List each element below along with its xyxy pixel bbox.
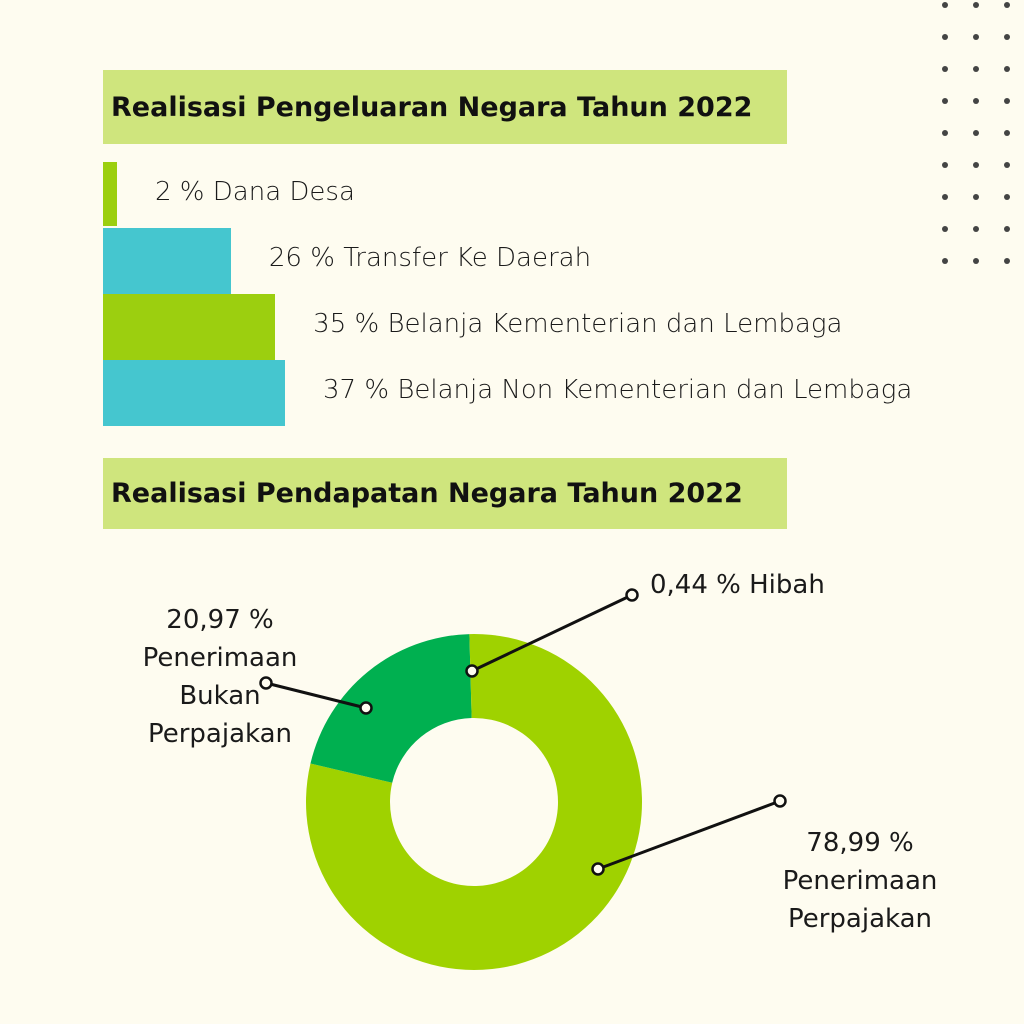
expenditure-bar-label: 37 % Belanja Non Kementerian dan Lembaga [323, 375, 913, 405]
leader-endpoint [467, 666, 478, 677]
donut-label-line: 78,99 % [806, 828, 914, 858]
donut-label-line: Penerimaan [782, 866, 938, 896]
leader-endpoint [775, 796, 786, 807]
donut-label-line: 20,97 % [166, 605, 274, 635]
donut-label-line: Perpajakan [147, 719, 293, 749]
donut-label-line: 0,44 % Hibah [650, 570, 825, 600]
leader-endpoint [593, 864, 604, 875]
expenditure-bar-label: 26 % Transfer Ke Daerah [268, 243, 592, 273]
donut-label-line: Bukan [179, 681, 261, 711]
revenue-chart-title: Realisasi Pendapatan Negara Tahun 2022 [103, 458, 787, 529]
donut-label-line: Penerimaan [142, 643, 298, 673]
leader-endpoint [361, 703, 372, 714]
expenditure-bar-label: 35 % Belanja Kementerian dan Lembaga [313, 309, 843, 339]
donut-slice-label [760, 824, 960, 938]
donut-slice-label [650, 566, 890, 604]
donut-slice [310, 634, 471, 783]
expenditure-bar-label: 2 % Dana Desa [155, 177, 355, 207]
donut-label-line: Perpajakan [787, 904, 933, 934]
leader-endpoint [627, 590, 638, 601]
expenditure-chart-title: Realisasi Pengeluaran Negara Tahun 2022 [103, 70, 787, 144]
donut-slice-label [125, 601, 315, 753]
